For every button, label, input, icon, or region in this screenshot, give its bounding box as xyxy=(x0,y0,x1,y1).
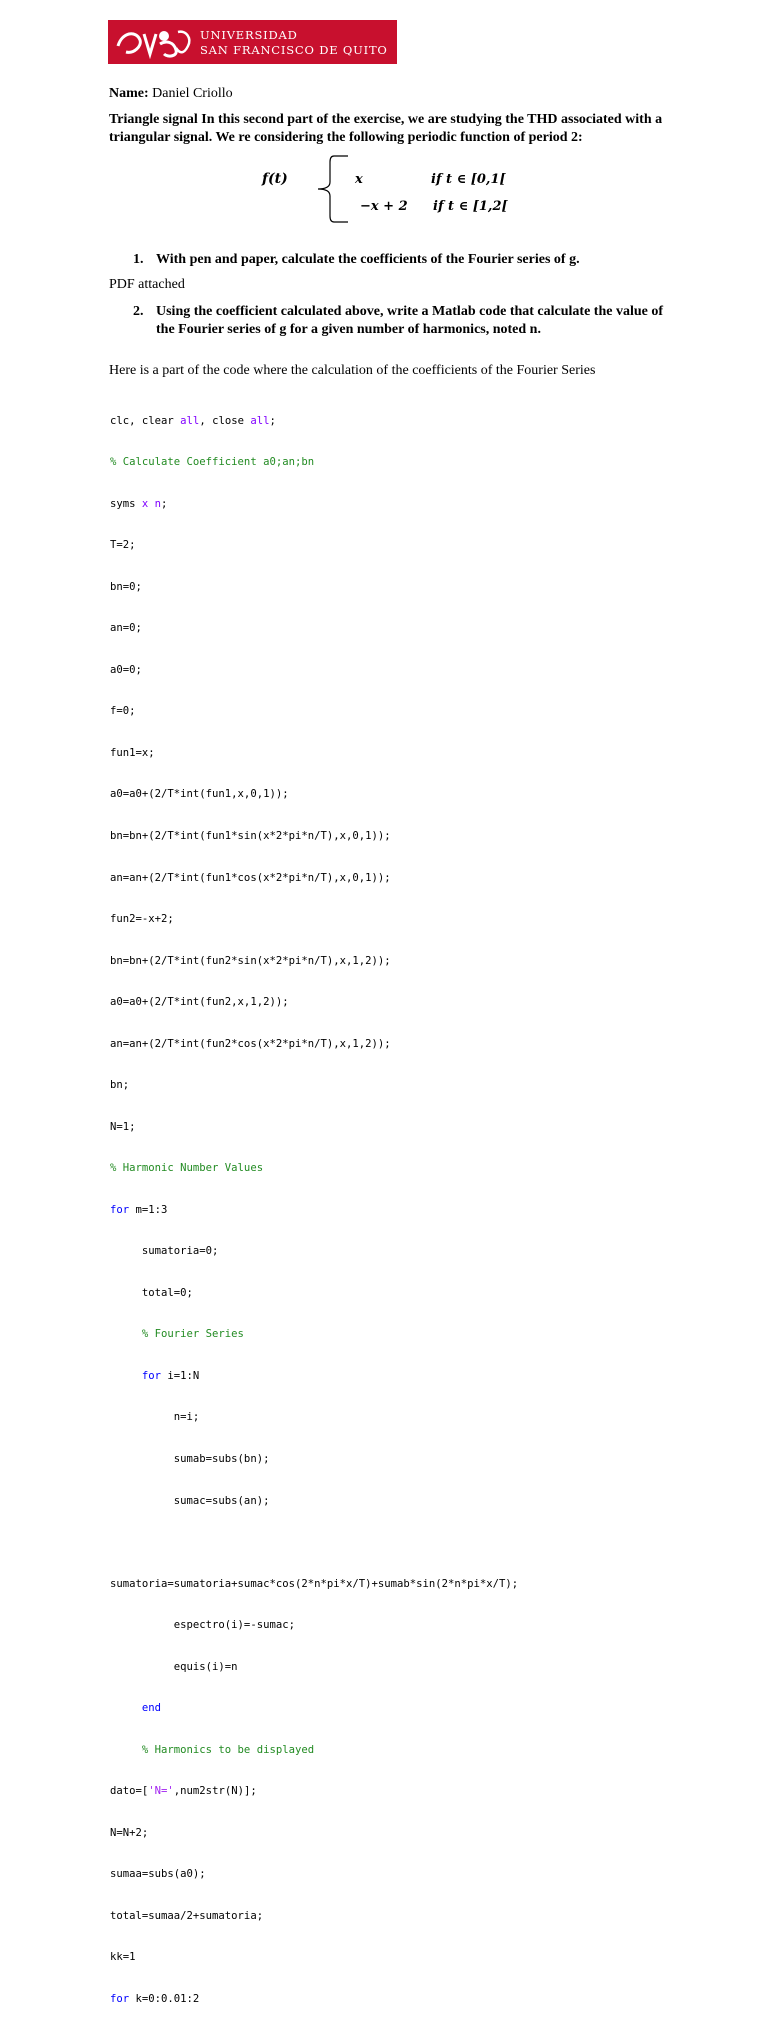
code-line-5: bn=0; xyxy=(110,580,142,593)
code-intro: Here is a part of the code where the calculation of the coefficients of the Fourier Series xyxy=(109,363,596,378)
code-line-3: syms x n; xyxy=(110,497,168,510)
code-line-17: bn; xyxy=(110,1079,130,1092)
code-line-25: n=i; xyxy=(110,1411,200,1424)
code-line-21: sumatoria=0; xyxy=(110,1245,219,1258)
code-line-4: T=2; xyxy=(110,539,136,552)
intro-paragraph: Triangle signal In this second part of the exercise, we are studying the THD associated with a triangular signal. We re considering the following periodic function of period 2: xyxy=(109,112,663,145)
code-line-10: a0=a0+(2/T*int(fun1,x,0,1)); xyxy=(110,788,289,801)
code-line-6: an=0; xyxy=(110,622,142,635)
code-line-39: for k=0:0.01:2 xyxy=(110,1992,200,2005)
code-line-28 xyxy=(110,1536,518,1550)
code-line-1: clc, clear all, close all; xyxy=(110,414,276,427)
code-line-8: f=0; xyxy=(110,705,136,718)
code-line-30: espectro(i)=-sumac; xyxy=(110,1619,295,1632)
code-line-2: % Calculate Coefficient a0;an;bn xyxy=(110,456,315,469)
author-name: Daniel Criollo xyxy=(152,86,233,101)
code-line-29: sumatoria=sumatoria+sumac*cos(2*n*pi*x/T)+sumab*sin(2*n*pi*x/T); xyxy=(110,1577,519,1590)
code-line-31: equis(i)=n xyxy=(110,1660,238,1673)
code-line-14: bn=bn+(2/T*int(fun2*sin(x*2*pi*n/T),x,1,2)); xyxy=(110,954,391,967)
code-line-38: kk=1 xyxy=(110,1951,136,1964)
code-line-20: for m=1:3 xyxy=(110,1203,168,1216)
case1-expression: x xyxy=(355,172,363,187)
author-line xyxy=(109,86,233,102)
code-line-11: bn=bn+(2/T*int(fun1*sin(x*2*pi*n/T),x,0,1)); xyxy=(110,830,391,842)
formula-lhs: f(t) xyxy=(262,171,288,187)
question-1-text: With pen and paper, calculate the coefficients of the Fourier series of g. xyxy=(156,252,580,267)
author-label: Name: xyxy=(109,86,149,101)
left-brace-icon xyxy=(312,154,352,224)
pdf-note: PDF attached xyxy=(109,277,185,292)
code-line-23: % Fourier Series xyxy=(110,1328,244,1341)
matlab-code-listing xyxy=(110,387,518,2021)
code-line-16: an=an+(2/T*int(fun2*cos(x*2*pi*n/T),x,1,2)); xyxy=(110,1037,391,1050)
code-line-12: an=an+(2/T*int(fun1*cos(x*2*pi*n/T),x,0,1)); xyxy=(110,871,391,884)
question-2-text: Using the coefficient calculated above, write a Matlab code that calculate the value of the Fourier series of g for a given number of harmonics, noted n. xyxy=(156,304,664,337)
code-line-7: a0=0; xyxy=(110,663,142,676)
code-line-32: end xyxy=(110,1702,162,1715)
code-line-37: total=sumaa/2+sumatoria; xyxy=(110,1909,264,1922)
code-line-33: % Harmonics to be displayed xyxy=(110,1743,315,1756)
code-line-26: sumab=subs(bn); xyxy=(110,1452,270,1465)
piecewise-formula xyxy=(0,150,768,230)
university-name-line2: SAN FRANCISCO DE QUITO xyxy=(200,43,388,57)
code-line-9: fun1=x; xyxy=(110,746,155,759)
code-line-13: fun2=-x+2; xyxy=(110,913,174,926)
case2-condition: if t ∈ [1,2[ xyxy=(433,199,508,214)
case1-condition: if t ∈ [0,1[ xyxy=(431,172,506,187)
code-line-34: dato=['N=',num2str(N)]; xyxy=(110,1785,257,1798)
case2-expression: −x + 2 xyxy=(360,199,408,214)
code-line-27: sumac=subs(an); xyxy=(110,1494,270,1507)
code-line-35: N=N+2; xyxy=(110,1826,149,1839)
question-2-number: 2. xyxy=(133,304,144,319)
question-1-number: 1. xyxy=(133,252,144,267)
university-name-line1: UNIVERSIDAD xyxy=(200,28,298,42)
code-line-15: a0=a0+(2/T*int(fun2,x,1,2)); xyxy=(110,996,289,1009)
code-line-18: N=1; xyxy=(110,1120,136,1133)
code-line-22: total=0; xyxy=(110,1286,193,1299)
university-logo-icon xyxy=(114,24,194,60)
code-line-36: sumaa=subs(a0); xyxy=(110,1868,206,1881)
university-banner xyxy=(108,20,397,64)
code-line-24: for i=1:N xyxy=(110,1369,200,1382)
code-line-19: % Harmonic Number Values xyxy=(110,1162,264,1175)
